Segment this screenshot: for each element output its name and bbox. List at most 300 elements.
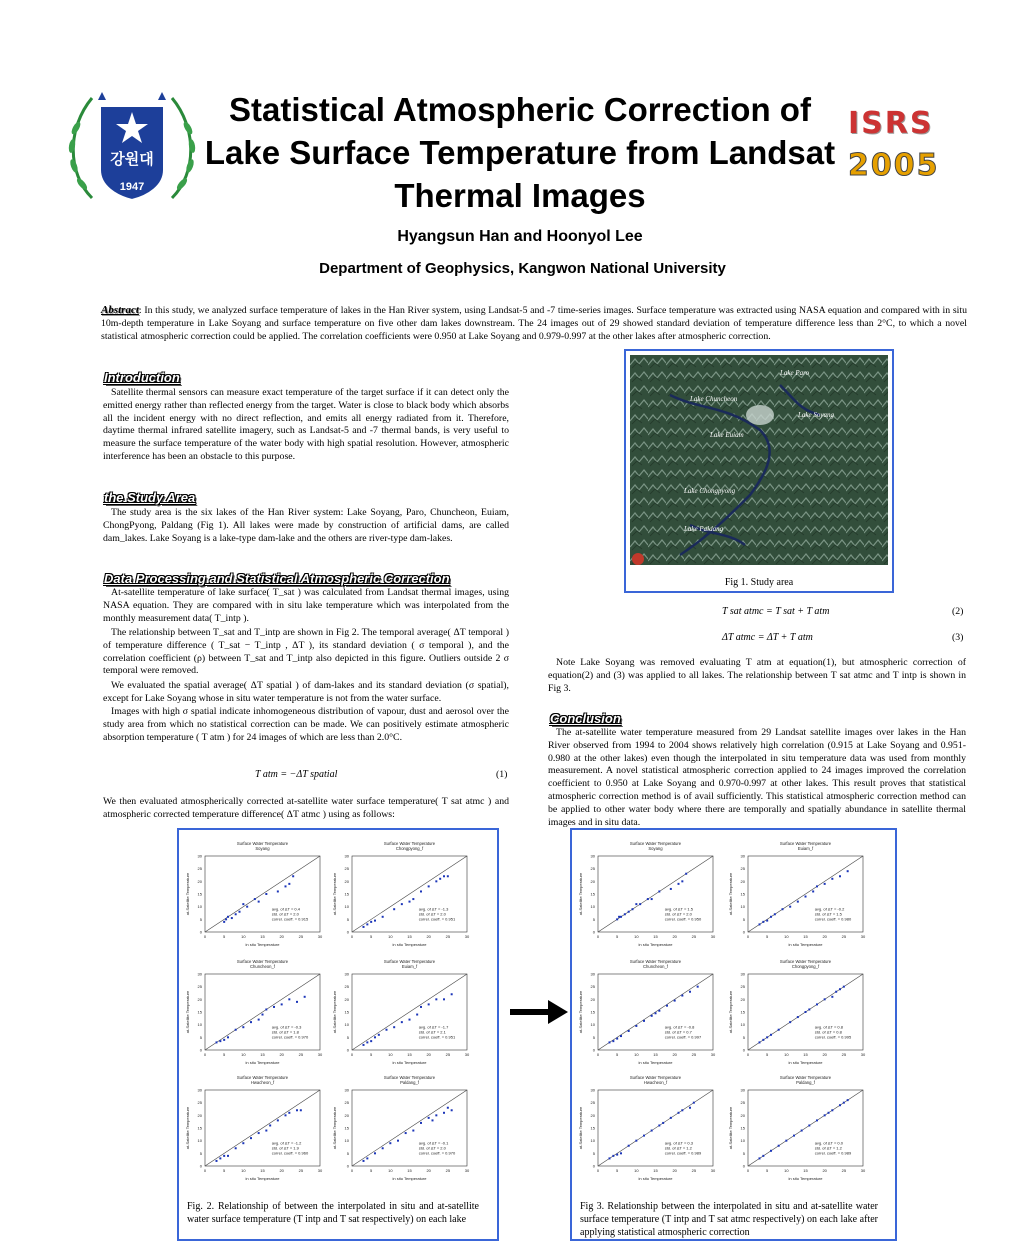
data-point bbox=[227, 916, 229, 918]
data-point bbox=[231, 917, 233, 919]
data-point bbox=[662, 1122, 664, 1124]
stat-label: correl. coeff. = 0.960 bbox=[271, 1150, 309, 1156]
y-tick-label: 10 bbox=[590, 904, 595, 910]
map-label-paro: Lake Paro bbox=[780, 369, 810, 377]
map-label-soyang: Lake Soyang bbox=[798, 411, 834, 419]
y-axis-label: at-Satellite Temperature bbox=[728, 1106, 733, 1150]
y-tick-label: 5 bbox=[592, 1150, 595, 1156]
y-tick-label: 10 bbox=[197, 1138, 202, 1144]
y-tick-label: 15 bbox=[344, 1009, 349, 1015]
stat-label: correl. coeff. = 0.997 bbox=[664, 1034, 702, 1040]
data-point bbox=[824, 883, 826, 885]
data-point bbox=[366, 1157, 368, 1159]
y-tick-label: 15 bbox=[197, 1125, 202, 1131]
y-tick-label: 25 bbox=[740, 866, 745, 872]
y-tick-label: 20 bbox=[197, 996, 202, 1002]
data-point bbox=[670, 1117, 672, 1119]
processing-p2: The relationship between T_sat and T_intp are shown in Fig 2. The temporal average( ΔT temporal ) of temperature difference ( T_sat − T_intp , ΔT ), its standard deviation ( σ temporal ), and the correlation coefficient (ρ) between T_sat and T_intp also depicted in this figure. Outliers outside 2 σ temporal were removed. bbox=[103, 627, 509, 677]
data-point bbox=[258, 1132, 260, 1134]
data-point bbox=[288, 1112, 290, 1114]
y-tick-label: 25 bbox=[344, 1100, 349, 1106]
processing-p3: We evaluated the spatial average( ΔT spatial ) of dam-lakes and its standard deviation (σ spatial), except for Lake Soyang whose in situ water temperature is not from the water surface. bbox=[103, 680, 509, 704]
y-tick-label: 30 bbox=[740, 1087, 745, 1093]
stat-label: std. of ΔT = 2.1 bbox=[418, 1029, 446, 1035]
data-point bbox=[620, 1035, 622, 1037]
data-point bbox=[658, 890, 660, 892]
y-tick-label: 0 bbox=[742, 1047, 745, 1053]
x-tick-label: 0 bbox=[596, 934, 600, 939]
data-point bbox=[685, 873, 687, 875]
y-tick-label: 10 bbox=[344, 1022, 349, 1028]
y-axis-label: at-Satellite Temperature bbox=[728, 872, 733, 916]
x-tick-label: 10 bbox=[634, 1052, 639, 1057]
data-point bbox=[681, 1109, 683, 1111]
study-area-image bbox=[630, 355, 888, 565]
conclusion-text: The at-satellite water temperature measured from 29 Landsat satellite images over lakes in the Han River observed from 1994 to 2004 shows relatively high correlation (0.915 at Lake Soyang and 0.951-0.980 at the other lakes) even though the interpolated in situ temperature data was used from monthly measurement. A novel statistical atmospheric correction applied to 24 images improved the correlation coefficient to 0.950 at Lake Soyang and 0.970-0.997 at other lakes. This result proves that statistical atmospheric correction method is of avail sufficiently. This statistical atmospheric correction method can be applied to other water body where there are temporally and spatially abundance in satellite thermal images and in situ data. bbox=[548, 727, 966, 828]
study-area-heading: the Study Area bbox=[104, 490, 196, 505]
stat-label: avg. of ΔT = -1.2 bbox=[271, 1140, 302, 1146]
processing-heading: Data Processing and Statistical Atmospheric Correction bbox=[104, 571, 450, 586]
data-point bbox=[393, 1026, 395, 1028]
data-point bbox=[609, 1157, 611, 1159]
chart-title: Surface Water Temperature bbox=[383, 1075, 436, 1080]
data-point bbox=[778, 1029, 780, 1031]
x-tick-label: 30 bbox=[464, 1168, 470, 1173]
data-point bbox=[635, 1025, 637, 1027]
y-tick-label: 25 bbox=[197, 1100, 202, 1106]
x-tick-label: 30 bbox=[317, 934, 323, 939]
y-tick-label: 0 bbox=[199, 929, 202, 935]
stat-label: std. of ΔT = 1.2 bbox=[814, 1145, 842, 1151]
data-point bbox=[628, 1030, 630, 1032]
y-tick-label: 25 bbox=[740, 984, 745, 990]
data-point bbox=[678, 883, 680, 885]
x-tick-label: 10 bbox=[634, 934, 639, 939]
data-point bbox=[782, 908, 784, 910]
data-point bbox=[304, 996, 306, 998]
y-tick-label: 0 bbox=[346, 929, 349, 935]
x-tick-label: 0 bbox=[746, 934, 750, 939]
x-axis-label: in situ Temperature bbox=[638, 1176, 673, 1181]
x-tick-label: 5 bbox=[616, 934, 619, 939]
data-point bbox=[288, 883, 290, 885]
chart-subtitle: Chongpyong_f bbox=[791, 964, 820, 969]
data-point bbox=[762, 921, 764, 923]
x-tick-label: 20 bbox=[426, 1052, 431, 1057]
data-point bbox=[778, 1145, 780, 1147]
y-tick-label: 30 bbox=[344, 971, 349, 977]
y-tick-label: 20 bbox=[344, 878, 349, 884]
stat-label: avg. of ΔT = -0.1 bbox=[418, 1140, 449, 1146]
data-point bbox=[439, 878, 441, 880]
x-tick-label: 30 bbox=[710, 934, 716, 939]
y-tick-label: 5 bbox=[199, 1150, 202, 1156]
data-point bbox=[762, 1039, 764, 1041]
x-tick-label: 5 bbox=[370, 934, 373, 939]
equation-2: T sat atmc = T sat + T atm bbox=[722, 606, 830, 617]
data-point bbox=[770, 916, 772, 918]
map-label-paldang: Lake Paldang bbox=[684, 525, 724, 533]
equation-1: T atm = −ΔT spatial bbox=[255, 769, 338, 780]
y-tick-label: 15 bbox=[197, 1009, 202, 1015]
data-point bbox=[227, 1155, 229, 1157]
data-point bbox=[363, 1044, 365, 1046]
data-point bbox=[374, 920, 376, 922]
y-tick-label: 0 bbox=[346, 1163, 349, 1169]
data-point bbox=[651, 1015, 653, 1017]
stat-label: avg. of ΔT = 1.5 bbox=[664, 906, 693, 912]
data-point bbox=[658, 1010, 660, 1012]
data-point bbox=[420, 1122, 422, 1124]
y-tick-label: 15 bbox=[590, 891, 595, 897]
data-point bbox=[635, 903, 637, 905]
data-point bbox=[766, 920, 768, 922]
stat-label: correl. coeff. = 0.995 bbox=[814, 1034, 852, 1040]
scatter-chart bbox=[576, 1072, 721, 1184]
data-point bbox=[681, 995, 683, 997]
x-tick-label: 25 bbox=[691, 1168, 697, 1173]
data-point bbox=[216, 1160, 218, 1162]
data-point bbox=[612, 1155, 614, 1157]
y-tick-label: 15 bbox=[197, 891, 202, 897]
x-tick-label: 10 bbox=[784, 1052, 789, 1057]
data-point bbox=[393, 908, 395, 910]
data-point bbox=[435, 1114, 437, 1116]
data-point bbox=[412, 898, 414, 900]
y-tick-label: 30 bbox=[590, 1087, 595, 1093]
x-tick-label: 10 bbox=[241, 934, 246, 939]
x-axis-label: in situ Temperature bbox=[245, 1060, 280, 1065]
x-tick-label: 0 bbox=[746, 1052, 750, 1057]
data-point bbox=[816, 885, 818, 887]
poster-title: Statistical Atmospheric Correction of Lake Surface Temperature from Landsat Thermal Images bbox=[204, 91, 836, 214]
data-point bbox=[378, 1034, 380, 1036]
x-tick-label: 10 bbox=[784, 1168, 789, 1173]
x-tick-label: 15 bbox=[260, 934, 265, 939]
fig1-frame bbox=[624, 349, 894, 593]
data-point bbox=[235, 1029, 237, 1031]
data-point bbox=[258, 1019, 260, 1021]
y-tick-label: 25 bbox=[344, 866, 349, 872]
y-tick-label: 10 bbox=[590, 1022, 595, 1028]
stat-label: avg. of ΔT = -1.7 bbox=[418, 1024, 449, 1030]
data-point bbox=[300, 1109, 302, 1111]
data-point bbox=[401, 1021, 403, 1023]
y-tick-label: 30 bbox=[590, 853, 595, 859]
y-tick-label: 30 bbox=[740, 853, 745, 859]
x-tick-label: 5 bbox=[766, 1168, 769, 1173]
data-point bbox=[420, 1006, 422, 1008]
y-tick-label: 10 bbox=[344, 904, 349, 910]
y-tick-label: 5 bbox=[742, 1034, 745, 1040]
processing-p4: Images with high σ spatial indicate inhomogeneous distribution of vapour, dust and aerosol over the study area from which no statistical correction can be made. We can positively estimate atmospheric absorption temperature ( T atm ) for 24 images of which are less than 2.0°C. bbox=[103, 706, 509, 743]
data-point bbox=[839, 1104, 841, 1106]
stat-label: avg. of ΔT = -0.8 bbox=[664, 1024, 695, 1030]
y-tick-label: 10 bbox=[740, 1022, 745, 1028]
x-axis-label: in situ Temperature bbox=[245, 942, 280, 947]
y-tick-label: 25 bbox=[197, 984, 202, 990]
x-tick-label: 20 bbox=[822, 1168, 827, 1173]
chart-title: Surface Water Temperature bbox=[383, 959, 436, 964]
data-point bbox=[277, 890, 279, 892]
right-arrow-icon bbox=[510, 998, 568, 1026]
scatter-chart bbox=[183, 838, 328, 950]
y-tick-label: 20 bbox=[197, 1112, 202, 1118]
data-point bbox=[366, 1041, 368, 1043]
x-tick-label: 20 bbox=[672, 1168, 677, 1173]
x-tick-label: 0 bbox=[350, 1052, 354, 1057]
abstract-text: : In this study, we analyzed surface temperature of lakes in the Han River system, using Landsat-5 and -7 time-series images. Surface temperature was extracted using NASA equation and compared with in situ 10m-depth temperature in Lake Soyang and surface temperature on five other dam lakes downstream. The 24 images out of 29 showed standard deviation of temperature difference less than 2°C, to which a novel statistical atmospheric correction could be applied. The correlation coefficients were 0.950 at Lake Soyang and 0.979-0.997 at the other lakes after atmospheric correction. bbox=[101, 305, 967, 342]
data-point bbox=[416, 1014, 418, 1016]
chart-subtitle: Euiam_f bbox=[401, 964, 418, 969]
abstract bbox=[101, 304, 967, 343]
x-tick-label: 25 bbox=[691, 934, 697, 939]
x-tick-label: 25 bbox=[445, 1052, 451, 1057]
x-tick-label: 30 bbox=[710, 1052, 716, 1057]
chart-title: Surface Water Temperature bbox=[383, 841, 436, 846]
data-point bbox=[443, 998, 445, 1000]
stat-label: std. of ΔT = 1.5 bbox=[814, 911, 842, 917]
chart-title: Surface Water Temperature bbox=[779, 959, 832, 964]
data-point bbox=[262, 1014, 264, 1016]
equation-3-number: (3) bbox=[952, 632, 964, 643]
y-tick-label: 5 bbox=[199, 916, 202, 922]
y-tick-label: 0 bbox=[742, 929, 745, 935]
x-tick-label: 5 bbox=[370, 1168, 373, 1173]
stat-label: std. of ΔT = 2.0 bbox=[418, 911, 446, 917]
x-tick-label: 0 bbox=[350, 1168, 354, 1173]
y-axis-label: at-Satellite Temperature bbox=[185, 872, 190, 916]
data-point bbox=[269, 1124, 271, 1126]
x-tick-label: 25 bbox=[445, 1168, 451, 1173]
data-point bbox=[296, 1109, 298, 1111]
scatter-chart bbox=[726, 956, 871, 1068]
map-label-chuncheon: Lake Chuncheon bbox=[690, 395, 738, 403]
y-axis-label: at-Satellite Temperature bbox=[578, 990, 583, 1034]
x-tick-label: 15 bbox=[803, 934, 808, 939]
stat-label: std. of ΔT = 2.0 bbox=[271, 911, 299, 917]
data-point bbox=[624, 913, 626, 915]
data-point bbox=[831, 1109, 833, 1111]
affiliation: Department of Geophysics, Kangwon National University bbox=[319, 260, 726, 277]
x-tick-label: 20 bbox=[822, 1052, 827, 1057]
x-tick-label: 25 bbox=[841, 1168, 847, 1173]
data-point bbox=[689, 991, 691, 993]
y-tick-label: 25 bbox=[590, 866, 595, 872]
x-tick-label: 25 bbox=[841, 1052, 847, 1057]
scatter-chart bbox=[576, 838, 721, 950]
data-point bbox=[258, 901, 260, 903]
data-point bbox=[382, 1147, 384, 1149]
data-point bbox=[643, 1135, 645, 1137]
x-tick-label: 30 bbox=[464, 934, 470, 939]
y-tick-label: 25 bbox=[740, 1100, 745, 1106]
chart-title: Surface Water Temperature bbox=[629, 841, 682, 846]
data-point bbox=[628, 1145, 630, 1147]
x-tick-label: 30 bbox=[710, 1168, 716, 1173]
data-point bbox=[766, 1036, 768, 1038]
data-point bbox=[242, 1142, 244, 1144]
fig2-caption: Fig. 2. Relationship of between the interpolated in situ and at-satellite water surface temperature (T intp and T sat respectively) on each lake bbox=[187, 1201, 479, 1225]
x-tick-label: 0 bbox=[596, 1168, 600, 1173]
data-point bbox=[639, 903, 641, 905]
chart-subtitle: Euiam_f bbox=[797, 846, 814, 851]
note-text: Note Lake Soyang was removed evaluating T atm at equation(1), but atmospheric correction of equation(2) and (3) was applied to all lakes. The relationship between T sat atmc and T intp is shown in Fig 3. bbox=[548, 657, 966, 694]
data-point bbox=[223, 1039, 225, 1041]
data-point bbox=[265, 1130, 267, 1132]
data-point bbox=[616, 1038, 618, 1040]
intro-text: Satellite thermal sensors can measure exact temperature of the target surface if it can detect only the emitted energy rather than reflected energy from the target. Water is close to black body which absorbs all the incident energy with no direct reflection, and emits all energy radiated from it. Therefore, daytime thermal infrared satellite imagery, such as Landsat-5 and -7 thermal bands, is very useful to measure the surface temperature of the water body with high spatial resolution. However, atmospheric interference has been an obstacle to this purpose. bbox=[103, 387, 509, 462]
data-point bbox=[451, 993, 453, 995]
x-axis-label: in situ Temperature bbox=[392, 942, 427, 947]
x-tick-label: 15 bbox=[260, 1052, 265, 1057]
data-point bbox=[828, 1112, 830, 1114]
x-tick-label: 20 bbox=[672, 1052, 677, 1057]
chart-title: Surface Water Temperature bbox=[236, 1075, 289, 1080]
data-point bbox=[428, 1003, 430, 1005]
data-point bbox=[225, 918, 227, 920]
y-tick-label: 25 bbox=[344, 984, 349, 990]
x-tick-label: 20 bbox=[426, 934, 431, 939]
stat-label: avg. of ΔT = 0.4 bbox=[271, 906, 300, 912]
map-label-chongpyong: Lake Chongpyong bbox=[684, 487, 736, 495]
x-tick-label: 5 bbox=[223, 934, 226, 939]
data-point bbox=[447, 1107, 449, 1109]
data-point bbox=[689, 1107, 691, 1109]
data-point bbox=[366, 923, 368, 925]
x-tick-label: 0 bbox=[203, 1168, 207, 1173]
x-tick-label: 15 bbox=[803, 1052, 808, 1057]
data-point bbox=[616, 918, 618, 920]
abstract-label: Abstract bbox=[101, 304, 139, 316]
x-axis-label: in situ Temperature bbox=[638, 942, 673, 947]
x-axis-label: in situ Temperature bbox=[392, 1176, 427, 1181]
x-tick-label: 10 bbox=[388, 1052, 393, 1057]
data-point bbox=[651, 1130, 653, 1132]
x-axis-label: in situ Temperature bbox=[245, 1176, 280, 1181]
chart-subtitle: Chongpyong_f bbox=[395, 846, 424, 851]
chart-subtitle: Chuncheon_f bbox=[250, 964, 275, 969]
fig3-caption: Fig 3. Relationship between the interpolated in situ and at-satellite water surface temperature (T intp and T sat atmc respectively) on each lake after applying statistical atmospheric correction bbox=[580, 1201, 878, 1238]
data-point bbox=[762, 1155, 764, 1157]
data-point bbox=[435, 998, 437, 1000]
x-tick-label: 20 bbox=[822, 934, 827, 939]
stat-label: correl. coeff. = 0.951 bbox=[418, 916, 456, 922]
y-tick-label: 15 bbox=[740, 1125, 745, 1131]
x-tick-label: 0 bbox=[350, 934, 354, 939]
stat-label: correl. coeff. = 0.970 bbox=[418, 1150, 456, 1156]
x-tick-label: 10 bbox=[241, 1052, 246, 1057]
y-axis-label: at-Satellite Temperature bbox=[578, 872, 583, 916]
study-area-text: The study area is the six lakes of the Han River system: Lake Soyang, Paro, Chuncheon, Euiam, ChongPyong, Paldang (Fig 1). All lakes were made by construction of artificial dams, are called dam_lakes. Lake Soyang is a lake-type dam-lake and the others are river-type dam-lakes. bbox=[103, 507, 509, 544]
data-point bbox=[801, 1130, 803, 1132]
stat-label: correl. coeff. = 0.980 bbox=[814, 916, 852, 922]
data-point bbox=[797, 901, 799, 903]
x-tick-label: 0 bbox=[746, 1168, 750, 1173]
data-point bbox=[612, 1040, 614, 1042]
stat-label: std. of ΔT = 1.9 bbox=[271, 1145, 299, 1151]
y-tick-label: 0 bbox=[742, 1163, 745, 1169]
data-point bbox=[428, 1117, 430, 1119]
x-tick-label: 20 bbox=[426, 1168, 431, 1173]
x-axis-label: in situ Temperature bbox=[788, 942, 823, 947]
x-tick-label: 10 bbox=[388, 1168, 393, 1173]
data-point bbox=[785, 1140, 787, 1142]
data-point bbox=[697, 986, 699, 988]
y-tick-label: 20 bbox=[740, 1112, 745, 1118]
data-point bbox=[816, 1119, 818, 1121]
data-point bbox=[281, 1003, 283, 1005]
data-point bbox=[285, 1114, 287, 1116]
data-point bbox=[227, 1036, 229, 1038]
stat-label: correl. coeff. = 0.989 bbox=[814, 1150, 852, 1156]
x-tick-label: 15 bbox=[653, 934, 658, 939]
data-point bbox=[805, 896, 807, 898]
authors: Hyangsun Han and Hoonyol Lee bbox=[397, 228, 643, 245]
y-axis-label: at-Satellite Temperature bbox=[185, 990, 190, 1034]
data-point bbox=[808, 1008, 810, 1010]
equation-1-number: (1) bbox=[496, 769, 508, 780]
y-tick-label: 15 bbox=[344, 891, 349, 897]
stat-label: std. of ΔT = 2.0 bbox=[418, 1145, 446, 1151]
stat-label: std. of ΔT = 0.8 bbox=[814, 1029, 842, 1035]
y-tick-label: 0 bbox=[346, 1047, 349, 1053]
chart-title: Surface Water Temperature bbox=[629, 959, 682, 964]
data-point bbox=[443, 875, 445, 877]
x-tick-label: 5 bbox=[223, 1168, 226, 1173]
data-point bbox=[789, 906, 791, 908]
data-point bbox=[770, 1034, 772, 1036]
stat-label: std. of ΔT = 1.2 bbox=[664, 1145, 692, 1151]
y-tick-label: 5 bbox=[592, 1034, 595, 1040]
data-point bbox=[616, 1154, 618, 1156]
data-point bbox=[693, 1102, 695, 1104]
data-point bbox=[223, 921, 225, 923]
x-tick-label: 10 bbox=[241, 1168, 246, 1173]
y-tick-label: 0 bbox=[199, 1047, 202, 1053]
data-point bbox=[235, 1147, 237, 1149]
y-tick-label: 10 bbox=[344, 1138, 349, 1144]
data-point bbox=[405, 1132, 407, 1134]
x-tick-label: 25 bbox=[298, 1052, 304, 1057]
y-tick-label: 25 bbox=[590, 984, 595, 990]
data-point bbox=[647, 898, 649, 900]
x-axis-label: in situ Temperature bbox=[638, 1060, 673, 1065]
x-tick-label: 25 bbox=[841, 934, 847, 939]
stat-label: avg. of ΔT = 0.8 bbox=[814, 1024, 843, 1030]
data-point bbox=[839, 988, 841, 990]
conclusion-heading: Conclusion bbox=[550, 711, 621, 726]
scatter-chart bbox=[183, 1072, 328, 1184]
data-point bbox=[382, 916, 384, 918]
data-point bbox=[816, 1003, 818, 1005]
data-point bbox=[223, 1155, 225, 1157]
data-point bbox=[389, 1142, 391, 1144]
x-tick-label: 20 bbox=[279, 1052, 284, 1057]
data-point bbox=[420, 890, 422, 892]
x-axis-label: in situ Temperature bbox=[788, 1060, 823, 1065]
university-logo bbox=[62, 88, 202, 208]
data-point bbox=[843, 986, 845, 988]
y-tick-label: 10 bbox=[197, 1022, 202, 1028]
stat-label: correl. coeff. = 0.989 bbox=[664, 1150, 702, 1156]
data-point bbox=[808, 1124, 810, 1126]
y-tick-label: 10 bbox=[197, 904, 202, 910]
x-tick-label: 20 bbox=[279, 1168, 284, 1173]
data-point bbox=[246, 906, 248, 908]
y-tick-label: 15 bbox=[740, 891, 745, 897]
data-point bbox=[831, 996, 833, 998]
